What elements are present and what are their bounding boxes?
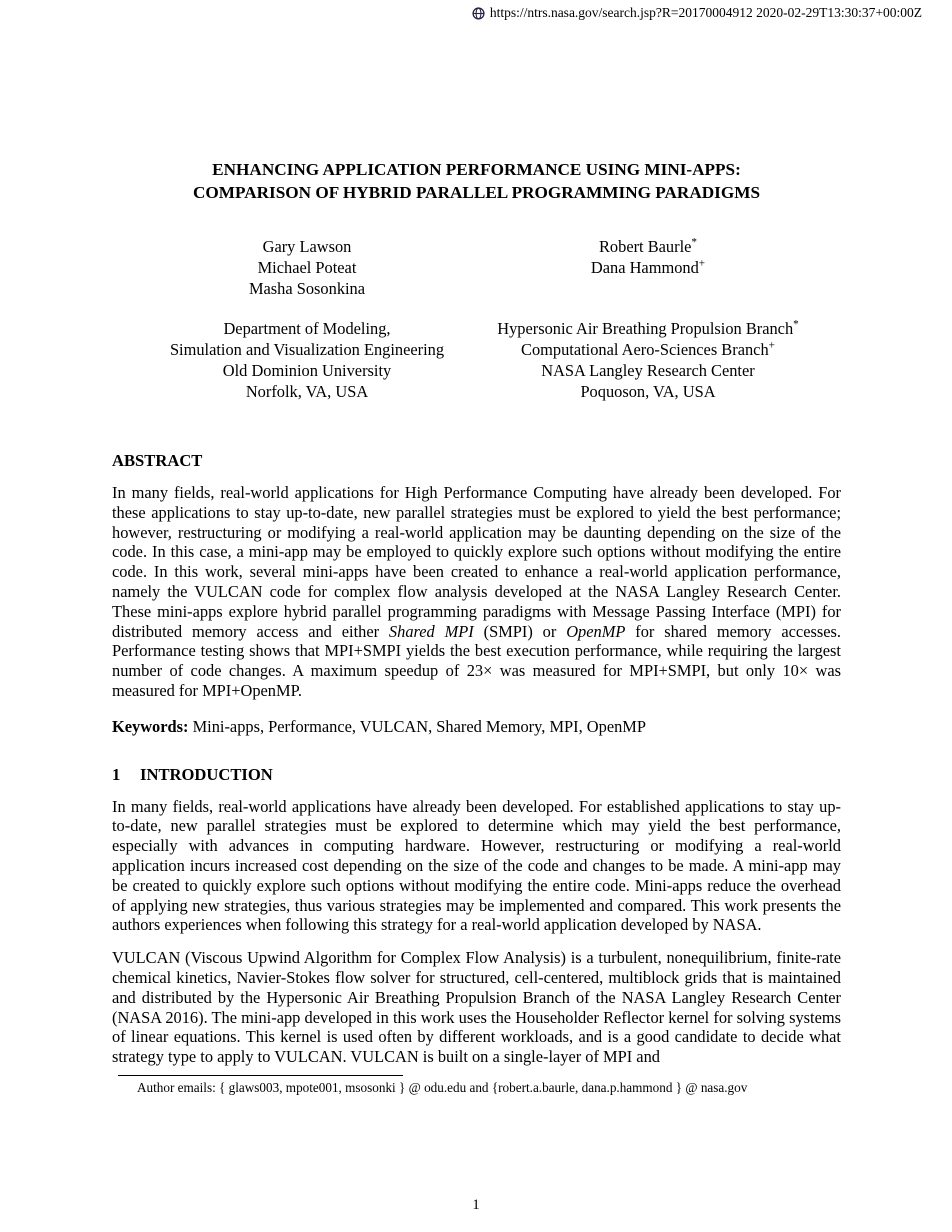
affiliation-line — [468, 318, 828, 339]
author-name: Michael Poteat — [257, 258, 357, 277]
abstract-segment: for shared memory accesses. Performance testing shows that MPI+SMPI yields the best execution performance, while requiring the largest number of code changes. A maximum speedup of 23× was measured for MPI+SMPI, but only 10× was measured for MPI+OpenMP. — [112, 621, 841, 700]
author-affil-marker: + — [698, 257, 706, 270]
affiliation-line — [468, 360, 828, 381]
affiliation-line — [468, 381, 828, 402]
abstract-italic-term: OpenMP — [566, 621, 626, 641]
author-name — [468, 257, 828, 278]
intro-paragraph-1: In many fields, real-world applications have already been developed. For established applications to stay up-to-date, new parallel strategies must be explored to determine which may yield the best performance, especially with advances in computing hardware. However, restructuring or modifying a real-world application incurs increased cost depending on the size of the code and changes to be made. A mini-app may be created to quickly explore such options without modifying the entire code. Mini-apps reduce the overhead of applying new strategies, thus various strategies may be implemented and compared. This work presents the authors experiences when following this strategy for a real-world application developed by NASA. — [112, 796, 841, 935]
abstract-segment: In many fields, real-world applications for High Performance Computing have already been developed. For these applications to stay up-to-date, new parallel strategies must be explored to yield the best performance; however, restructuring or modifying a real-world application may be daunting depending on the size of the code. In this case, a mini-app may be employed to quickly explore such options without modifying the entire code. In this work, several mini-apps have been created to enhance a real-world application performance, namely the VULCAN code for complex flow analysis developed at the NASA Langley Research Center. These mini-apps explore hybrid parallel programming paradigms with Message Passing Interface (MPI) for distributed memory access and either — [112, 483, 841, 641]
affiliation-left — [112, 318, 502, 402]
affiliation-marker: + — [768, 339, 775, 352]
authors-right — [468, 236, 828, 299]
header-bar — [472, 5, 922, 21]
author-name-text: Dana Hammond — [590, 258, 699, 277]
affiliation-text: NASA Langley Research Center — [541, 361, 755, 380]
affiliation-line: Simulation and Visualization Engineering — [169, 340, 445, 359]
affiliation-line: Department of Modeling, — [223, 319, 391, 338]
authors-section — [112, 236, 841, 299]
author-affil-marker: * — [691, 236, 697, 249]
affiliation-text: Poquoson, VA, USA — [580, 382, 716, 401]
keywords-text: Mini-apps, Performance, VULCAN, Shared Memory, MPI, OpenMP — [188, 716, 646, 736]
section-heading — [112, 765, 841, 785]
abstract-text — [112, 483, 841, 701]
affiliation-marker: * — [793, 318, 799, 331]
footnote — [112, 1075, 841, 1096]
section-number: 1 — [112, 764, 121, 784]
keywords-line — [112, 717, 841, 737]
authors-left — [112, 236, 502, 299]
header-url[interactable]: https://ntrs.nasa.gov/search.jsp?R=20170004912 2020-02-29T13:30:37+00:00Z — [489, 5, 922, 20]
globe-icon — [472, 7, 485, 20]
keywords-label: Keywords: — [112, 716, 189, 736]
affiliation-text: Hypersonic Air Breathing Propulsion Branch — [497, 319, 794, 338]
author-name — [468, 236, 828, 257]
author-name: Gary Lawson — [262, 237, 352, 256]
title-line-2: COMPARISON OF HYBRID PARALLEL PROGRAMMING PARADIGMS — [192, 183, 761, 202]
section-title: INTRODUCTION — [140, 764, 273, 784]
intro-paragraph-2: VULCAN (Viscous Upwind Algorithm for Complex Flow Analysis) is a turbulent, nonequilibrium, finite-rate chemical kinetics, Navier-Stokes flow solver for structured, cell-centered, multiblock grids that is maintained and distributed by the Hypersonic Air Breathing Propulsion Branch of the NASA Langley Research Center (NASA 2016). The mini-app developed in this work uses the Householder Reflector kernel for solving systems of linear equations. This kernel is used often by different workloads, and is a good candidate to decide what strategy type to apply to VULCAN. VULCAN is built on a single-layer of MPI and — [112, 948, 841, 1067]
page-number: 1 — [472, 1197, 480, 1213]
affiliation-line — [468, 339, 828, 360]
affiliations-section — [112, 318, 841, 402]
abstract-italic-term: Shared MPI — [388, 621, 474, 641]
paper-title — [112, 158, 841, 204]
author-name: Masha Sosonkina — [248, 279, 366, 298]
affiliation-right — [468, 318, 828, 402]
footnote-text: Author emails: { glaws003, mpote001, msosonki } @ odu.edu and {robert.a.baurle, dana.p.hammond } @ nasa.gov — [137, 1079, 748, 1095]
footnote-rule — [118, 1075, 403, 1076]
abstract-heading: ABSTRACT — [112, 451, 203, 470]
title-line-1: ENHANCING APPLICATION PERFORMANCE USING MINI-APPS: — [212, 160, 741, 179]
author-name-text: Robert Baurle — [599, 237, 692, 256]
affiliation-line: Old Dominion University — [222, 361, 392, 380]
abstract-segment: (SMPI) or — [473, 621, 567, 641]
affiliation-line: Norfolk, VA, USA — [245, 382, 369, 401]
affiliation-text: Computational Aero-Sciences Branch — [521, 340, 769, 359]
